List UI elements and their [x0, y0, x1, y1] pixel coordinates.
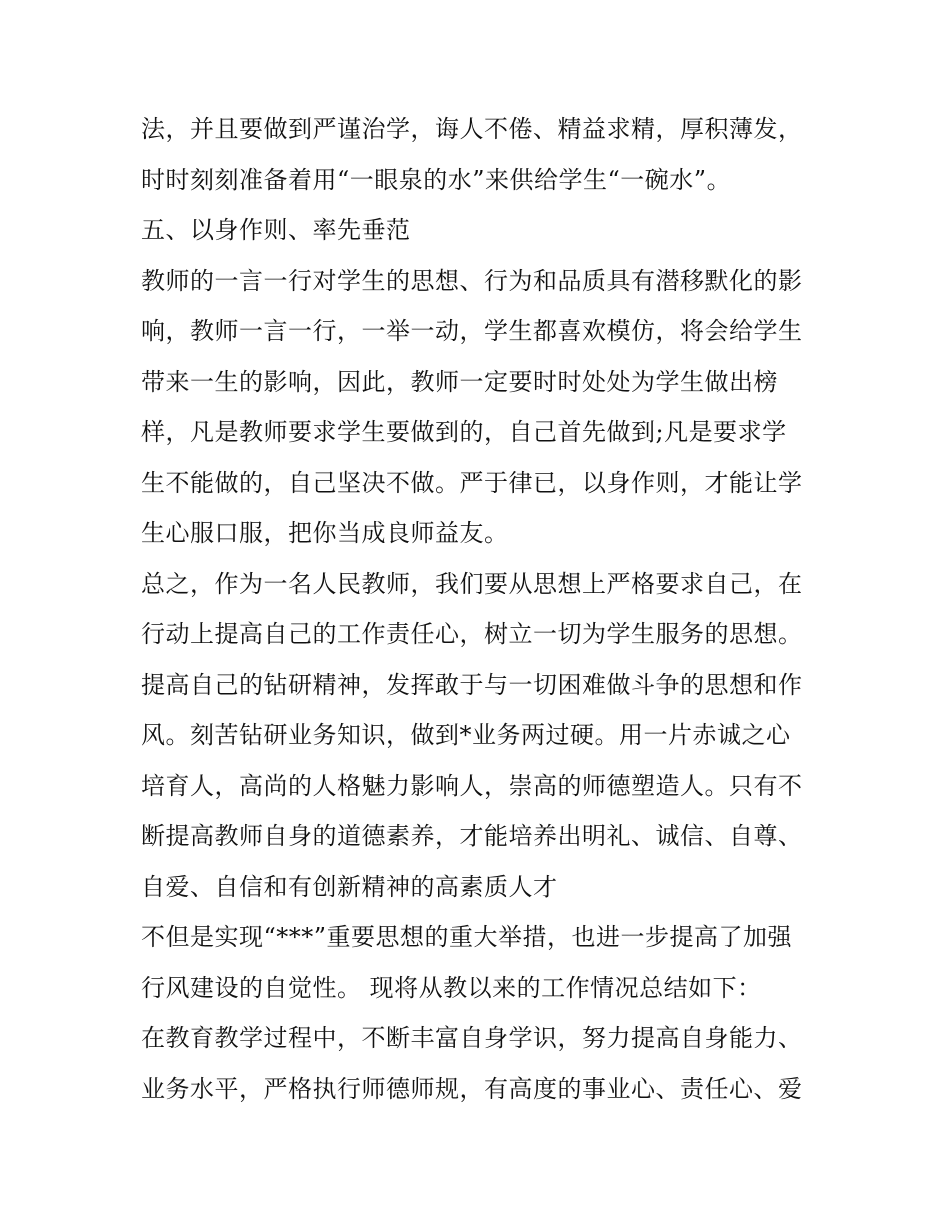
- text-line: 不但是实现“***”重要思想的重大举措，也进一步提高了加强: [141, 923, 793, 951]
- text-line: 培育人，高尚的人格魅力影响人，崇高的师德塑造人。只有不: [141, 771, 803, 800]
- text-line: 行动上提高自己的工作责任心，树立一切为学生服务的思想。: [141, 620, 803, 648]
- text-line: 响，教师一言一行，一举一动，学生都喜欢模仿，将会给学生: [141, 317, 803, 345]
- text-line: 带来一生的影响，因此，教师一定要时时处处为学生做出榜: [141, 367, 778, 396]
- text-line: 风。刻苦钻研业务知识，做到*业务两过硬。用一片赤诚之心: [141, 721, 791, 749]
- text-line: 在教育教学过程中，不断丰富自身学识，努力提高自身能力、: [141, 1024, 803, 1052]
- text-line: 法，并且要做到严谨治学，诲人不倦、精益求精，厚积薄发，: [141, 115, 803, 143]
- text-line: 时时刻刻准备着用“一眼泉的水”来供给学生“一碗水”。: [141, 165, 732, 194]
- text-line: 生心服口服，把你当成良师益友。: [141, 519, 509, 547]
- text-line: 行风建设的自觉性。 现将从教以来的工作情况总结如下：: [141, 973, 762, 1002]
- text-line: 提高自己的钻研精神，发挥敢于与一切困难做斗争的思想和作: [141, 670, 803, 699]
- text-line: 总之，作为一名人民教师，我们要从思想上严格要求自己，在: [141, 569, 803, 598]
- text-line: 自爱、自信和有创新精神的高素质人才: [141, 872, 558, 901]
- text-line: 生不能做的，自己坚决不做。严于律已，以身作则，才能让学: [141, 468, 803, 497]
- document-body: [141, 104, 821, 1114]
- section-heading: 五、以身作则、率先垂范: [141, 216, 411, 244]
- text-line: 断提高教师自身的道德素养，才能培养出明礼、诚信、自尊、: [141, 822, 803, 850]
- text-line: 样，凡是教师要求学生要做到的，自己首先做到;凡是要求学: [141, 418, 787, 446]
- text-line: 业务水平，严格执行师德师规，有高度的事业心、责任心、爱: [141, 1074, 803, 1103]
- text-line: 教师的一言一行对学生的思想、行为和品质具有潜移默化的影: [141, 266, 803, 295]
